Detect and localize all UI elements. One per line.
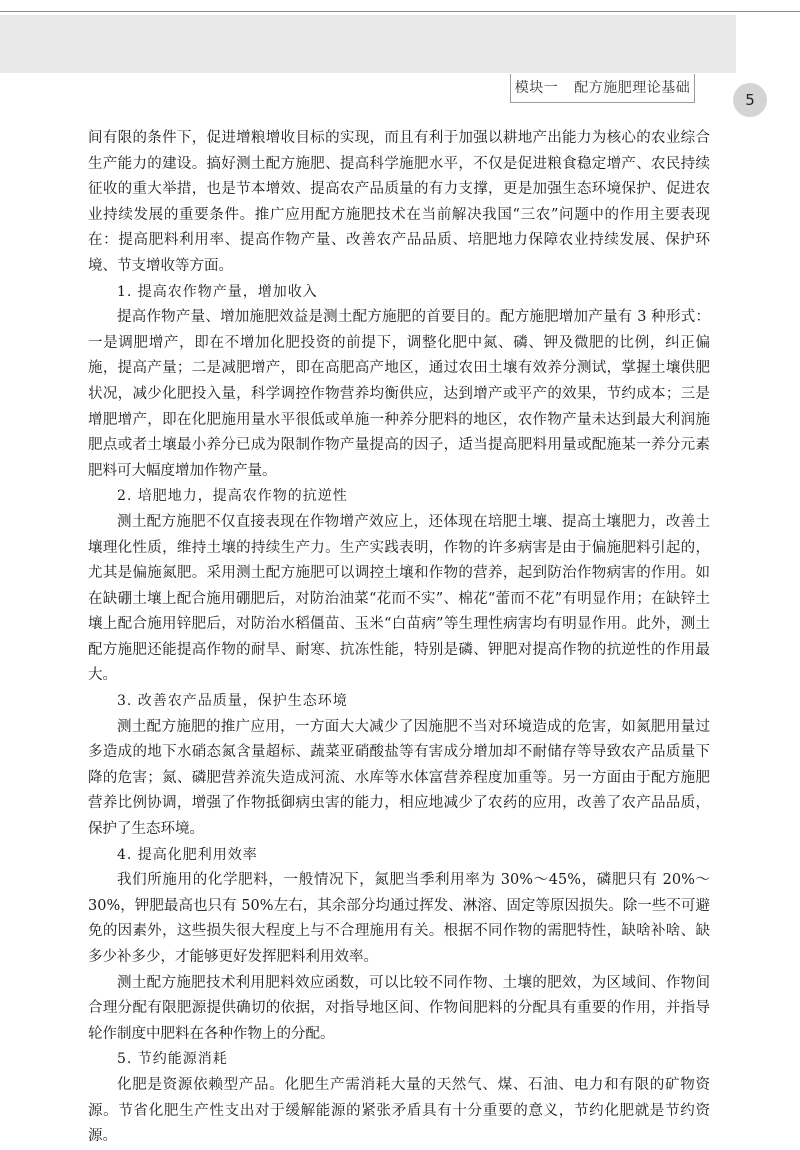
section-heading: 5. 节约能源消耗	[117, 1051, 228, 1068]
top-rule	[0, 11, 800, 12]
section-paragraph: 测土配方施肥技术利用肥料效应函数，可以比较不同作物、土壤的肥效，为区域间、作物间合理分配有限肥源提供确切的依据，对指导地区间、作物间肥料的分配具有重要的作用，并指导轮作制度中肥料在各种作物上的分配。	[88, 974, 710, 1042]
running-header	[510, 74, 695, 103]
chapter-title: 配方施肥理论基础	[574, 80, 691, 96]
section-heading: 4. 提高化肥利用效率	[117, 846, 258, 863]
body-text	[88, 126, 710, 1150]
section-heading: 2. 培肥地力，提高农作物的抗逆性	[117, 488, 348, 505]
section-paragraph: 测土配方施肥的推广应用，一方面大大减少了因施肥不当对环境造成的危害，如氮肥用量过多造成的地下水硝态氮含量超标、蔬菜亚硝酸盐等有害成分增加却不耐储存等导致农产品质量下降的危害；氮、磷肥营养流失造成河流、水库等水体富营养程度加重等。另一方面由于配方施肥营养比例协调，增强了作物抵御病虫害的能力，相应地减少了农药的应用，改善了农产品品质，保护了生态环境。	[88, 718, 710, 838]
section-heading: 1. 提高农作物产量，增加收入	[117, 283, 318, 300]
section-paragraph: 我们所施用的化学肥料，一般情况下，氮肥当季利用率为 30%～45%，磷肥只有 20%～30%，钾肥最高也只有 50%左右，其余部分均通过挥发、淋溶、固定等原因损失。除一些不可避免的因素外，这些损失很大程度上与不合理施用有关。根据不同作物的需肥特性，缺啥补啥、缺多少补多少，才能够更好发挥肥料利用效率。	[88, 872, 710, 965]
page-number: 5	[733, 83, 767, 117]
section-paragraph: 测土配方施肥不仅直接表现在作物增产效应上，还体现在培肥土壤、提高土壤肥力，改善土壤理化性质，维持土壤的持续生产力。生产实践表明，作物的许多病害是由于偏施肥料引起的，尤其是偏施氮肥。采用测土配方施肥可以调控土壤和作物的营养，起到防治作物病害的作用。如在缺硼土壤上配合施用硼肥后，对防治油菜“花而不实”、棉花“蕾而不花”有明显作用；在缺锌土壤上配合施用锌肥后，对防治水稻僵苗、玉米“白苗病”等生理性病害均有明显作用。此外，测土配方施肥还能提高作物的耐旱、耐寒、抗冻性能，特别是磷、钾肥对提高作物的抗逆性的作用最大。	[88, 513, 710, 684]
header-band	[0, 15, 736, 73]
section-paragraph: 化肥是资源依赖型产品。化肥生产需消耗大量的天然气、煤、石油、电力和有限的矿物资源。节省化肥生产性支出对于缓解能源的紧张矛盾具有十分重要的意义，节约化肥就是节约资源。	[88, 1076, 710, 1145]
module-label: 模块一	[514, 80, 559, 96]
section-paragraph: 提高作物产量、增加施肥效益是测土配方施肥的首要目的。配方施肥增加产量有 3 种形式：一是调肥增产，即在不增加化肥投资的前提下，调整化肥中氮、磷、钾及微肥的比例，纠正偏施，提高产量；二是减肥增产，即在高肥高产地区，通过农田土壤有效养分测试，掌握土壤供肥状况，减少化肥投入量，科学调控作物营养均衡供应，达到增产或平产的效果，节约成本；三是增肥增产，即在化肥施用量水平很低或单施一种养分肥料的地区，农作物产量未达到最大利润施肥点或者土壤最小养分已成为限制作物产量提高的因子，适当提高肥料用量或配施某一养分元素肥料可大幅度增加作物产量。	[88, 309, 710, 479]
section-heading: 3. 改善农产品质量，保护生态环境	[117, 693, 348, 710]
intro-paragraph: 间有限的条件下，促进增粮增收目标的实现，而且有利于加强以耕地产出能力为核心的农业综合生产能力的建设。搞好测土配方施肥、提高科学施肥水平，不仅是促进粮食稳定增产、农民持续征收的重大举措，也是节本增效、提高农产品质量的有力支撑，更是加强生态环境保护、促进农业持续发展的重要条件。推广应用配方施肥技术在当前解决我国“三农”问题中的作用主要表现在：提高肥料利用率、提高作物产量、改善农产品品质、培肥地力保障农业持续发展、保护环境、节支增收等方面。	[88, 130, 710, 274]
